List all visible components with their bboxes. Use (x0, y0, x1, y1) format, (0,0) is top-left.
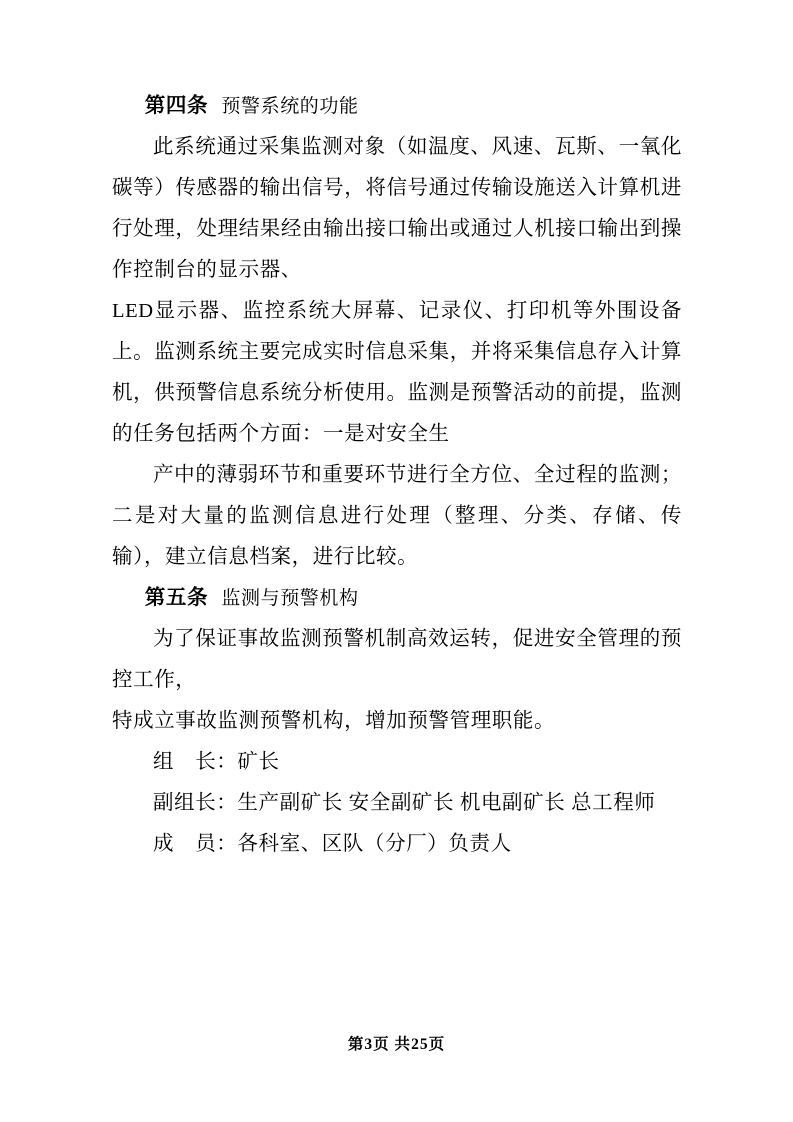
member-line-deputy-leaders: 副组长：生产副矿长 安全副矿长 机电副矿长 总工程师 (153, 792, 656, 814)
footer-middle: 页 共 (373, 1036, 412, 1053)
section-heading-5-title: 监测与预警机构 (221, 588, 359, 609)
document-body (112, 86, 682, 865)
section-heading-4-title: 预警系统的功能 (221, 96, 359, 117)
footer-page-number: 3 (364, 1036, 374, 1053)
section-heading-4 (112, 86, 682, 127)
member-line-members: 成 员：各科室、区队（分厂）负责人 (153, 833, 512, 855)
footer-suffix: 页 (428, 1036, 446, 1053)
section-heading-5-label: 第五条 (144, 587, 209, 609)
section-4-paragraph-2: LED显示器、监控系统大屏幕、记录仪、打印机等外围设备上。监测系统主要完成实时信息采集，并将采集信息存入计算机，供预警信息系统分析使用。监测是预警活动的前提，监测的任务包括两个方面：一是对安全生 (112, 300, 682, 445)
section-heading-4-label: 第四条 (144, 95, 209, 117)
page-footer (0, 1032, 793, 1054)
footer-prefix: 第 (347, 1036, 365, 1053)
section-4-paragraph-3: 产中的薄弱环节和重要环节进行全方位、全过程的监测；二是对大量的监测信息进行处理（整理、分类、存储、传输），建立信息档案，进行比较。 (112, 464, 682, 568)
section-heading-5 (112, 578, 682, 619)
section-5-paragraph-1: 为了保证事故监测预警机制高效运转，促进安全管理的预控工作， (112, 628, 682, 691)
footer-total-pages: 25 (411, 1036, 429, 1053)
member-line-leader: 组 长：矿长 (153, 751, 280, 773)
section-5-paragraph-2: 特成立事故监测预警机构，增加预警管理职能。 (112, 710, 556, 732)
section-4-paragraph-1: 此系统通过采集监测对象（如温度、风速、瓦斯、一氧化碳等）传感器的输出信号，将信号通过传输设施送入计算机进行处理，处理结果经由输出接口输出或通过人机接口输出到操作控制台的显示器、 (112, 136, 682, 281)
